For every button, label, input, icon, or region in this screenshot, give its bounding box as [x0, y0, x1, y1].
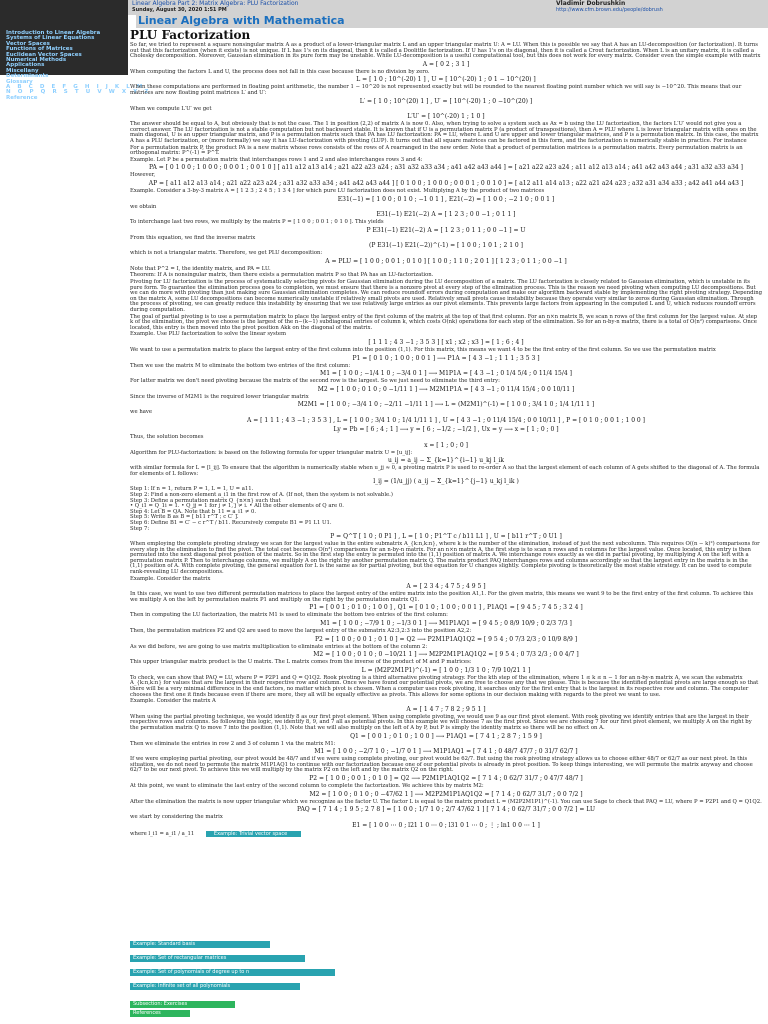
- header-dark-corner: [0, 0, 128, 15]
- sidebar-item-introduction-to-linear-algebra[interactable]: Introduction to Linear Algebra: [6, 30, 101, 36]
- paragraph: Algorithm for PLU-factorization: is based on the following formula for upper triangular matrix U = [u_ij]:: [130, 449, 413, 456]
- paragraph: Thus, the solution becomes: [130, 433, 204, 440]
- math-display: x = [ 1 ; 0 ; 0 ]: [424, 441, 468, 449]
- sidebar: [0, 15, 151, 101]
- paragraph: In this case, we want to use two different permutation matrices to place the largest entry of the entire matrix into the position A1,1. For the given matrix, this means we want 9 to be the first entry of the first column. To achieve this we multiply A on the left by permutation matrix P1 and multiply on the right by the permutation matrix Q1.: [130, 591, 754, 603]
- math-display: P E31(−1) E21(−2) A = [ 1 2 3 ; 0 1 1 ; 0 0 −1 ] = U: [366, 226, 526, 234]
- paragraph: When using the partial pivoting technique, we would identify 8 as our first pivot element. When using complete pivoting, we would use 9 as our first pivot element. With rook pivoting we identify entries that are the largest in their respective rows and columns. So following this logic, we identify 8, 9, and 7 all as potential pivots. In this example we will choose 7 as the first pivot. Since we are choosing 7 for our first pivot element, we multiply A on the right by the permutation matrix Q to move 7 into the position (1,1). Note that we will also multiply on the left of A by P, but P is simply the identity matrix so there will be no effect on A.: [130, 713, 752, 731]
- link-bar-references[interactable]: References: [130, 1010, 190, 1017]
- paragraph: We want to use a permutation matrix to place the largest entry of the first column into the position (1,1). For this matrix, this means we want 4 to be the first entry of the first column. So we use the permutation matrix: [130, 347, 716, 353]
- paragraph: So far, we tried to represent a square nonsingular matrix A as a product of a lower-triangular matrix L and an upper triangular matrix U: A = LU. When this is possible we say that A has an LU-decomposition (or factorization). It turns out that this factorization (when it exists) is not unique. If L has 1's on its diagonal, then it is called a Doolittle factorization. If U has 1's on its diagonal, then it is called a Crout factorization. When L is an unitary matrix, it is called a Cholesky decomposition. Moreover, Gaussian elimination in its pure form may be unstable. While LU-decomposition is a useful computational tool, but this does not work for every matrix. Consider even the simple example with matrix: [130, 42, 761, 60]
- paragraph: When we compute L′U′ we get: [130, 105, 212, 112]
- paragraph: Pivoting for LU factorization is the process of systematically selecting pivots for Gaussian elimination during the LU decomposition of a matrix. The LU factorization is closely related to Gaussian elimination, which is unstable in its pure form. To guarantee the elimination process goes to completion, we must ensure that there is a nonzero pivot at every step of the elimination process. This is the reason we need pivoting when computing LU decompositions. But we can do more with pivoting than just making sure Gaussian elimination completes. We can reduce roundoff errors during computation and make our algorithm backward stable by implementing the right pivoting strategy. Depending on the matrix A, some LU decompositions can become numerically unstable if relatively small pivots are used. Relatively small pivots cause instability because they operate very similar to zeros during Gaussian elimination. Through the process of pivoting, we can greatly reduce this instability by ensuring that we use relatively large entries as our pivot elements. This prevents large factors from appearing in the computed L and U, which reduces roundoff errors during computation.: [130, 279, 762, 314]
- paragraph: we start by considering the matrix: [130, 814, 223, 821]
- math-display: P2 = [ 1 0 0 ; 0 0 1 ; 0 1 0 ] = Q2 ⟶ P2M1P1AQ1Q2 = [ 7 1 4 ; 0 62/7 31/7 ; 0 47/7 48/7 ]: [309, 774, 583, 782]
- paragraph: For latter matrix we don't need pivoting because the matrix of the second row is the largest. So we just need to eliminate the third entry:: [130, 378, 500, 385]
- math-display: l_ij = (1/u_jj) ( a_ij − Σ_{k=1}^{j−1} u_kj l_ik ): [373, 478, 519, 486]
- paragraph: Example. Consider the matrix A: [130, 698, 216, 705]
- paragraph: Then in computing the LU factorization, the matrix M1 is used to eliminate the bottom two entries of the first column:: [130, 612, 448, 619]
- math-display: L′ = [ 1 0 ; 10^(20) 1 ] , U′ = [ 10^(-20) 1 ; 0 −10^(20) ]: [359, 97, 533, 105]
- math-display: P2 = [ 1 0 0 ; 0 0 1 ; 0 1 0 ] = Q2 ⟶ P2M1P1AQ1Q2 = [ 9 5 4 ; 0 7/3 2/3 ; 0 10/9 8/9 ]: [314, 635, 578, 643]
- site-title[interactable]: Linear Algebra with Mathematica: [136, 15, 768, 28]
- paragraph: If we were employing partial pivoting, our pivot would be 48/7 and if we were using complete pivoting, our pivot would be 62/7. But using the rook pivoting strategy allows us to choose either 48/7 or 62/7 as our next pivot. In this situation, we do not need to permute the matrix M1P1AQ1 to continue with our factorization because one of our potential pivots is already in pivot position. To keep things interesting, we will permute the matrix anyway and choose 62/7 to be our next pivot. To achieve this we will multiply by the matrix P2 on the left and by the matrix Q2 on the right.: [130, 756, 753, 774]
- math-display: A = [ 1 1 1 ; 4 3 −1 ; 3 5 3 ] , L = [ 1 0 0 ; 3/4 1 0 ; 1/4 1/11 1 ] , U = [ 4 3 −1 ; 0 11/4 15/4 ; 0 0 10/11 ] , P = [ 0 1 0 ; 0 0 1 ; 1 0 0 ]: [247, 416, 645, 424]
- sidebar-item-systems-of-linear-equations[interactable]: Systems of Linear Equations: [6, 35, 95, 42]
- paragraph: Example. Use PLU factorization to solve the linear system: [130, 331, 287, 338]
- algorithm-step: Step 7:: [130, 525, 150, 532]
- math-display: M1 = [ 1 0 0 ; −1/4 1 0 ; −3/4 0 1 ] ⟶ M1P1A = [ 4 3 −1 ; 0 1/4 5/4 ; 0 11/4 15/4 ]: [320, 370, 572, 378]
- paragraph: To check, we can show that PAQ = LU, where P = P2P1 and Q = Q1Q2. Rook pivoting is a third alternative pivoting strategy. For the kth step of the elimination, where 1 ≤ k ≤ n − 1 for an n-by-n matrix A, we scan the submatrix A_{k:n,k:n} for values that are the largest in their respective row and column. Once we have found our potential pivots, we are free to choose any that we please. This is because the identified potential pivots are large enough so that there will be a very minimal difference in the end factors, no matter which pivot is chosen. When a computer uses rook pivoting, it searches only for the first entry that is the largest in its respective row and column. The computer chooses the first one it finds because even if there are more, they all will be equally effective as pivots. This allows for some options in our decision making with regards to the pivot we want to use.: [130, 674, 759, 698]
- math-display: P1 = [ 0 0 1 ; 0 1 0 ; 1 0 0 ] , Q1 = [ 0 1 0 ; 1 0 0 ; 0 0 1 ] , P1AQ1 = [ 9 4 5 ; 7 4 5 ; 3 2 4 ]: [309, 604, 583, 612]
- math-display: M2 = [ 1 0 0 ; 0 1 0 ; 0 −1/11 1 ] ⟶ M2M1P1A = [ 4 3 −1 ; 0 11/4 15/4 ; 0 0 10/11 ]: [317, 385, 575, 393]
- math-display: A = [ 2 3 4 ; 4 7 5 ; 4 9 5 ]: [406, 583, 486, 591]
- sidebar-item-euclidean-vector-spaces[interactable]: Euclidean Vector Spaces: [6, 51, 82, 58]
- paragraph: Since the inverse of M2M1 is the required lower triangular matrix: [130, 393, 309, 400]
- math-display: E31(−1) = [ 1 0 0 ; 0 1 0 ; −1 0 1 ] , E21(−2) = [ 1 0 0 ; −2 1 0 ; 0 0 1 ]: [337, 195, 555, 203]
- paragraph: However,: [130, 172, 156, 179]
- paragraph: Example. Let P be a permutation matrix that interchanges rows 1 and 2 and also interchanges rows 3 and 4:: [130, 156, 423, 163]
- math-display: P1 = [ 0 1 0 ; 1 0 0 ; 0 0 1 ] ⟶ P1A = [ 4 3 −1 ; 1 1 1 ; 3 5 3 ]: [352, 354, 540, 362]
- algorithm-step: Step 4: Let B = QA. Note that b_11 = a_i1 ≠ 0.: [130, 508, 257, 515]
- course-breadcrumb[interactable]: Linear Algebra Part 2: Matrix Algebra: PLU Factorization: [132, 0, 299, 7]
- where-line: [130, 831, 762, 838]
- math-display: AP = [ a11 a12 a13 a14 ; a21 a22 a23 a24 ; a31 a32 a33 a34 ; a41 a42 a43 a44 ] [ 0 1 0 0 ; 1 0 0 0 ; 0 0 0 1 ; 0 0 1 0 ] = [ a12 a11 a14 a13 ; a22 a21 a24 a23 ; a32 a31 a34 a33 ; a42 a41 a44 a43 ]: [148, 179, 744, 187]
- sidebar-menu: [6, 30, 151, 101]
- paragraph: For a permutation matrix P, the product PA is a new matrix whose rows consists of the rows of A rearranged in the new order. Note that a product of permutation matrices is a permutation matrix. Every permutation matrix is an orthogonal matrix: P^(-1) = P^T.: [130, 144, 743, 157]
- paragraph: When computing the factors L and U, the process does not fall in this case because there is no division by zero.: [130, 68, 430, 75]
- paragraph: Example. Consider a 3-by-3 matrix A = [ 1 2 3 ; 2 4 5 ; 1 3 4 ] for which pure LU factorization does not exist. Multiplying A by the product of two matrices: [130, 187, 545, 194]
- math-display: L = [ 1 0 ; 10^(-20) 1 ] , U = [ 10^(-20) 1 ; 0 1 − 10^(20) ]: [356, 76, 536, 84]
- algorithm-step: Step 6: Define B1 = C′ − c r^T / b11. Recursively compute B1 = P1 L1 U1.: [130, 519, 332, 526]
- sidebar-item-vector-spaces[interactable]: Vector Spaces: [6, 40, 50, 47]
- sidebar-item-applications[interactable]: Applications: [6, 62, 45, 69]
- math-display: A = [ 0 2 ; 3 1 ]: [422, 60, 470, 68]
- sidebar-item-determinants[interactable]: Determinants: [6, 73, 49, 80]
- math-display: PA = [ 0 1 0 0 ; 1 0 0 0 ; 0 0 0 1 ; 0 0 1 0 ] [ a11 a12 a13 a14 ; a21 a22 a23 a24 ; a31 a32 a33 a34 ; a41 a42 a43 a44 ] = [ a21 a22 a23 a24 ; a11 a12 a13 a14 ; a41 a42 a43 a44 ; a31 a32 a33 a34 ]: [149, 164, 743, 172]
- link-bar-subsection-exercises[interactable]: Subsection: Exercises: [130, 1001, 235, 1008]
- math-display: (P E31(−1) E21(−2))^(-1) = [ 1 0 0 ; 1 0 1 ; 2 1 0 ]: [369, 242, 523, 250]
- paragraph: Theorem: If A is nonsingular matrix, then there exists a permutation matrix P so that PA has an LU-factorization.: [130, 272, 434, 279]
- author-homepage-link[interactable]: http://www.cfm.brown.edu/people/dobrush: [556, 7, 663, 13]
- math-display: M2 = [ 1 0 0 ; 0 1 0 ; 0 −47/62 1 ] ⟶ M2P2M1P1AQ1Q2 = [ 7 1 4 ; 0 62/7 31/7 ; 0 0 7/2 ]: [309, 790, 583, 798]
- math-display: M1 = [ 1 0 0 ; −7/9 1 0 ; −1/3 0 1 ] ⟶ M1P1AQ1 = [ 9 4 5 ; 0 8/9 10/9 ; 0 2/3 7/3 ]: [320, 620, 572, 628]
- paragraph: The answer should be equal to A, but obviously that is not the case. The 1 in position (2,2) of matrix A is now 0. Also, when trying to solve a system such as Ax = b using the LU factorization, the factors L′U′ would not give you a correct answer. The LU factorization is not a stable computation but not backward stable. It is known that if U is a permutation matrix P (a product of transpositions), then A = PLU where L is lower triangular matrix with ones on the main diagonal, U is an upper triangular matrix, and P is a permutation matrix such that PA has LU factorization: PA = LU, where L and U are upper and lower triangular matrices, and P is a permutation matrix. In this case, the matrix A has a PLU factorization, or (more formally) we say it has LU-factorization with pivoting (LUP). It turns out that all square matrices can be factored in this form, and the factorization is numerically stable in practice. For instance: [130, 121, 759, 144]
- paragraph: which is not a triangular matrix. Therefore, we get PLU decomposition:: [130, 250, 323, 257]
- sidebar-item-reference[interactable]: Reference: [6, 94, 38, 101]
- paragraph: When employing the complete pivoting strategy we scan for the largest value in the entire submatrix A_{k:n,k:n}, where k is the number of the elimination, instead of just the next subcolumn. This requires O((n − k)²) comparisons for every step in the elimination to find the pivot. The total cost becomes O(n³) comparisons for an n-by-n matrix. For an n×n matrix A, the first step is to scan n rows and n columns for the largest value. Once located, this entry is then permuted into the next diagonal pivot position of the matrix. So in the first step the entry is permuted into the (1,1) position of matrix A. We interchange rows exactly as we did in partial pivoting, by multiplying A on the left with a permutation matrix P. Then to interchange columns, we multiply A on the right by another permutation matrix Q. The matrix product PAQ interchanges rows and columns accordingly so that the largest entry in the matrix is in the (1,1) position of A. With complete pivoting, the general equation for L is the same as for partial pivoting, but the equation for U changes slightly. Complete pivoting is theoretically the most stable strategy. It can be used to compute rank-revealing LU decompositions.: [130, 541, 760, 576]
- math-display: M2 = [ 1 0 0 ; 0 1 0 ; 0 −10/21 1 ] ⟶ M2P2M1P1AQ1Q2 = [ 9 5 4 ; 0 7/3 2/3 ; 0 0 4/7 ]: [313, 651, 579, 659]
- math-display: Ly = Pb = [ 6 ; 4 ; 1 ] ⟶ y = [ 6 ; −1/2 ; −1/2 ] , Ux = y ⟶ x = [ 1 ; 0 ; 0 ]: [333, 425, 559, 433]
- paragraph: As we did before, we are going to use matrix multiplication to eliminate entries at the bottom of the column 2:: [130, 643, 428, 650]
- math-display: E1 = [ 1 0 0 ⋯ 0 ; l21 1 0 ⋯ 0 ; l31 0 1 ⋯ 0 ; ⋮ ; ln1 0 0 ⋯ 1 ]: [352, 821, 540, 829]
- math-display: L′U′ = [ 10^(-20) 1 ; 1 0 ]: [407, 113, 485, 121]
- math-display: M1 = [ 1 0 0 ; −2/7 1 0 ; −1/7 0 1 ] ⟶ M1P1AQ1 = [ 7 4 1 ; 0 48/7 47/7 ; 0 31/7 62/7 ]: [314, 748, 578, 756]
- sidebar-alphabet-index[interactable]: N O P Q R S T U V W X Y Z: [6, 89, 151, 96]
- page-date: Sunday, August 30, 2020 1:51 PM: [132, 7, 227, 13]
- algorithm-step: Step 3: Define a permutation matrix Q_{n×n} such that: [130, 497, 281, 504]
- link-bar-example-set-of-rectangular-matrices[interactable]: Example: Set of rectangular matrices: [130, 955, 305, 962]
- link-bar-example-infinite-set-of-all-polynomials[interactable]: Example: Infinite set of all polynomials: [130, 983, 300, 990]
- paragraph: we have: [130, 409, 153, 416]
- math-display: L = (M2P2M1P1)^(-1) = [ 1 0 0 ; 1/3 1 0 ; 7/9 10/21 1 ]: [361, 666, 531, 674]
- link-bar-example-set-of-polynomials-of-degree-up-to-n[interactable]: Example: Set of polynomials of degree up to n: [130, 969, 335, 976]
- paragraph: This upper triangular matrix product is the U matrix. The L matrix comes from the inverse of the product of M and P matrices:: [130, 659, 472, 666]
- algorithm-step: Step 5: Write B as B = [ b11 r^T ; c C′ ].: [130, 514, 239, 521]
- math-display: E31(−1) E21(−2) A = [ 1 2 3 ; 0 0 −1 ; 0 1 1 ]: [376, 211, 516, 219]
- paragraph: Then we eliminate the entries in row 2 and 3 of column 1 via the matrix M1:: [130, 740, 336, 747]
- paragraph: with similar formula for L = [l_ij]. To ensure that the algorithm is numerically stable when u_jj ≈ 0, a pivoting matrix P is used to re-order A so that the largest element of each column of A gets shifted to the diagonal of A. The formula for elements of L follows:: [130, 465, 760, 477]
- math-display: A = PLU = [ 1 0 0 ; 0 0 1 ; 0 1 0 ] [ 1 0 0 ; 1 1 0 ; 2 0 1 ] [ 1 2 3 ; 0 1 1 ; 0 0 −1 ]: [325, 257, 567, 265]
- paragraph: Then we use the matrix M to eliminate the bottom two entries of the first column:: [130, 362, 351, 369]
- author-name: Vladimir Dobrushkin: [556, 0, 626, 7]
- paragraph: The goal of partial pivoting is to use a permutation matrix to place the largest entry of the first column of the matrix at the top of that first column. For an n×n matrix B, we scan n rows of the first column for the largest value. At step k of the elimination, the pivot we choose is the largest of the n−(k−1) subdiagonal entries of column k, which costs O(nk) operations for each step of the elimination. So for an n-by-n matrix, there is a total of O(n²) comparisons. Once located, this entry is then moved into the pivot position Akk on the diagonal of the matrix.: [130, 313, 758, 331]
- math-display: P = Q^T [ 1 0 ; 0 P1 ] , L = [ 1 0 ; P1^T c / b11 L1 ] , U = [ b11 r^T ; 0 U1 ]: [330, 533, 562, 541]
- paragraph: At this point, we want to eliminate the last entry of the second column to complete the factorization. We achieve this by matrix M2:: [130, 782, 484, 789]
- sidebar-item-functions-of-matrices[interactable]: Functions of Matrices: [6, 46, 73, 53]
- paragraph: When these computations are performed in floating point arithmetic, the number 1 − 10^20 is not represented exactly but will be rounded to the nearest floating point number which we will say is −10^20. This means that our matrices are now floating point matrices L′ and U′:: [130, 84, 742, 96]
- algorithm-step: Step 1: If n = 1, return P = 1, L = 1, U = a11.: [130, 486, 254, 493]
- sidebar-item-glossary[interactable]: Glossary: [6, 78, 33, 85]
- sidebar-item-numerical-methods[interactable]: Numerical Methods: [6, 57, 67, 64]
- main-content: [130, 28, 762, 1024]
- paragraph: Example. Consider the matrix: [130, 575, 211, 582]
- math-display: u_ij = a_ij − Σ_{k=1}^{i−1} u_kj l_ik: [387, 457, 505, 465]
- paragraph: After the elimination the matrix is now upper triangular which we recognize as the factor U. The factor L is equal to the matrix product L = (M2P2M1P1)^(-1). You can use Sage to check that PAQ = LU, where P = P2P1 and Q = Q1Q2.: [130, 798, 762, 805]
- paragraph: Note that P^2 = I, the identity matrix, and PA = LU.: [130, 265, 271, 272]
- paragraph: Then, the permutation matrices P2 and Q2 are used to move the largest entry of the submatrix A2:3,2:3 into the position A2,2:: [130, 628, 472, 635]
- math-display: PAQ = [ 7 1 4 ; 1 9 5 ; 2 7 8 ] = [ 1 0 0 ; 1/7 1 0 ; 2/7 47/62 1 ] [ 7 1 4 ; 0 62/7 31/7 ; 0 0 7/2 ] = LU: [296, 806, 596, 814]
- math-display: M2M1 = [ 1 0 0 ; −3/4 1 0 ; −2/11 −1/11 1 ] ⟶ L = (M2M1)^(-1) = [ 1 0 0 ; 3/4 1 0 ; 1/4 1/11 1 ]: [297, 401, 595, 409]
- paragraph: we obtain: [130, 203, 157, 210]
- math-display: [ 1 1 1 ; 4 3 −1 ; 3 5 3 ] [ x1 ; x2 ; x3 ] = [ 1 ; 6 ; 4 ]: [368, 339, 524, 346]
- paragraph: From this equation, we find the inverse matrix: [130, 234, 256, 241]
- inline-example-button[interactable]: Example: Trivial vector space: [206, 831, 301, 837]
- link-bar-example-standard-basis[interactable]: Example: Standard basis: [130, 941, 270, 948]
- algorithm-step: Step 2: Find a non-zero element a_i1 in the first row of A. (If not, then the system is not solvable.): [130, 491, 393, 498]
- sidebar-item-miscellany[interactable]: Miscellany: [6, 67, 39, 74]
- sidebar-alphabet-index[interactable]: A B C D E F G H I J K L M: [6, 84, 145, 91]
- math-display: A = [ 1 4 7 ; 7 8 2 ; 9 5 1 ]: [406, 705, 486, 713]
- math-display: Q1 = [ 0 0 1 ; 0 1 0 ; 1 0 0 ] ⟶ P1AQ1 = [ 7 4 1 ; 2 8 7 ; 1 5 9 ]: [350, 732, 542, 740]
- where-text: where l_i1 = a_i1 / a_11: [130, 830, 195, 837]
- algorithm-step: • Q_i1 = Q_1i = 1. • Q_jj = 1 for j ≠ 1, j ≠ i. • All the other elements of Q are 0.: [130, 503, 344, 510]
- page-title: PLU Factorization: [130, 28, 251, 42]
- article-body: [130, 43, 762, 829]
- paragraph: To interchange last two rows, we multiply by the matrix P = [ 1 0 0 ; 0 0 1 ; 0 1 0 ]. This yields: [130, 219, 384, 226]
